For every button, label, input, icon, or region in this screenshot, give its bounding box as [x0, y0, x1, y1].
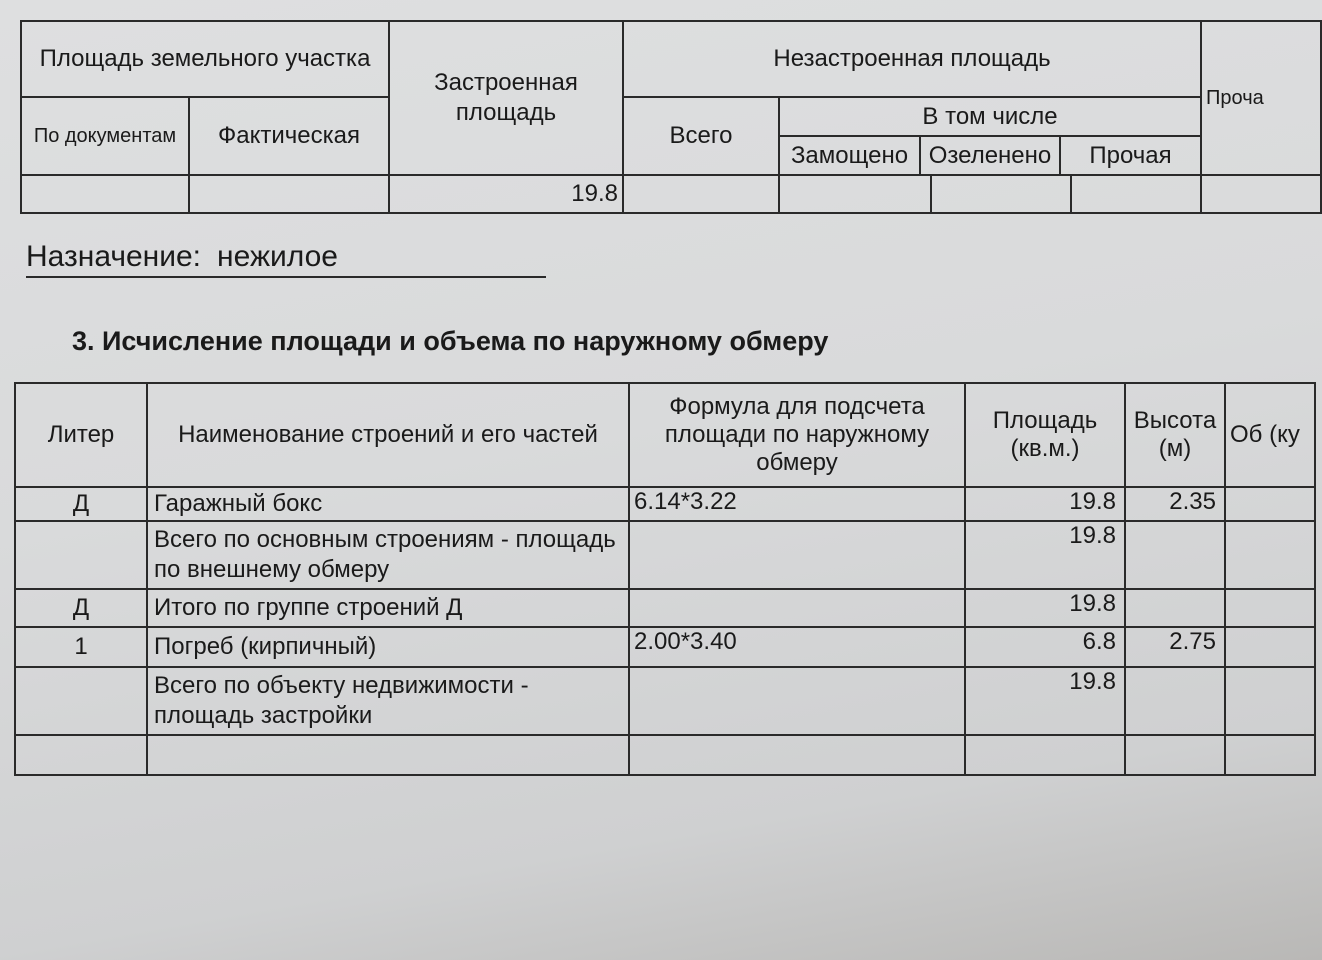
area-cell: 19.8	[965, 667, 1125, 735]
height-cell: 2.75	[1125, 627, 1225, 667]
height-cell	[1125, 735, 1225, 775]
name-cell: Погреб (кирпичный)	[147, 627, 629, 667]
purpose-value: нежилое	[217, 240, 338, 273]
by-documents-header: По документам	[21, 97, 189, 175]
table-row	[15, 521, 1315, 589]
table-row	[15, 735, 1315, 775]
formula-cell	[629, 735, 965, 775]
liter-cell	[15, 521, 147, 589]
total-header: Всего	[623, 97, 779, 175]
volume-cell	[1225, 667, 1315, 735]
name-cell	[147, 735, 629, 775]
height-header: Высота (м)	[1125, 383, 1225, 487]
including-group	[779, 97, 1201, 175]
section-title: 3. Исчисление площади и объема по наружному обмеру	[72, 326, 829, 356]
purpose-label: Назначение:	[26, 240, 202, 273]
including-header: В том числе	[780, 98, 1200, 136]
actual-value	[189, 175, 389, 213]
liter-header: Литер	[15, 383, 147, 487]
formula-cell: 2.00*3.40	[629, 627, 965, 667]
unbuilt-area-header: Незастроенная площадь	[623, 21, 1201, 97]
volume-cell	[1225, 521, 1315, 589]
measurement-table	[14, 382, 1316, 776]
volume-header-cut: Об (ку	[1225, 383, 1315, 487]
name-cell: Всего по объекту недвижимости - площадь застройки	[147, 667, 629, 735]
volume-cell	[1225, 627, 1315, 667]
landscaped-value	[931, 175, 1071, 213]
table-row	[15, 589, 1315, 627]
actual-header: Фактическая	[189, 97, 389, 175]
area-cell: 19.8	[965, 589, 1125, 627]
area-cell: 19.8	[965, 487, 1125, 521]
table-row	[15, 627, 1315, 667]
paved-value	[779, 175, 931, 213]
purpose-line	[26, 240, 546, 278]
by-documents-value	[21, 175, 189, 213]
name-cell: Всего по основным строениям - площадь по внешнему обмеру	[147, 521, 629, 589]
table-row	[15, 487, 1315, 521]
height-cell	[1125, 667, 1225, 735]
liter-cell: Д	[15, 589, 147, 627]
name-header: Наименование строений и его частей	[147, 383, 629, 487]
volume-cell	[1225, 589, 1315, 627]
other-value	[1071, 175, 1201, 213]
landscaped-header: Озеленено	[920, 136, 1060, 174]
height-cell	[1125, 589, 1225, 627]
other-cut-value	[1201, 175, 1321, 213]
table-row	[15, 667, 1315, 735]
formula-cell	[629, 667, 965, 735]
paved-header: Замощено	[780, 136, 920, 174]
area-cell	[965, 735, 1125, 775]
volume-cell	[1225, 735, 1315, 775]
volume-cell	[1225, 487, 1315, 521]
area-header: Площадь (кв.м.)	[965, 383, 1125, 487]
formula-header: Формула для подсчета площади по наружному обмеру	[629, 383, 965, 487]
name-cell: Гаражный бокс	[147, 487, 629, 521]
area-cell: 19.8	[965, 521, 1125, 589]
other-header: Прочая	[1089, 141, 1172, 169]
liter-cell: 1	[15, 627, 147, 667]
formula-cell	[629, 521, 965, 589]
area-cell: 6.8	[965, 627, 1125, 667]
liter-cell: Д	[15, 487, 147, 521]
land-area-header: Площадь земельного участка	[21, 21, 389, 97]
total-value	[623, 175, 779, 213]
name-cell: Итого по группе строений Д	[147, 589, 629, 627]
other-header-cut: Проча	[1201, 21, 1321, 175]
land-area-table	[20, 20, 1322, 214]
built-area-header: Застроенная площадь	[389, 21, 623, 175]
built-area-value: 19.8	[389, 175, 623, 213]
liter-cell	[15, 667, 147, 735]
height-cell: 2.35	[1125, 487, 1225, 521]
liter-cell	[15, 735, 147, 775]
formula-cell	[629, 589, 965, 627]
height-cell	[1125, 521, 1225, 589]
formula-cell: 6.14*3.22	[629, 487, 965, 521]
